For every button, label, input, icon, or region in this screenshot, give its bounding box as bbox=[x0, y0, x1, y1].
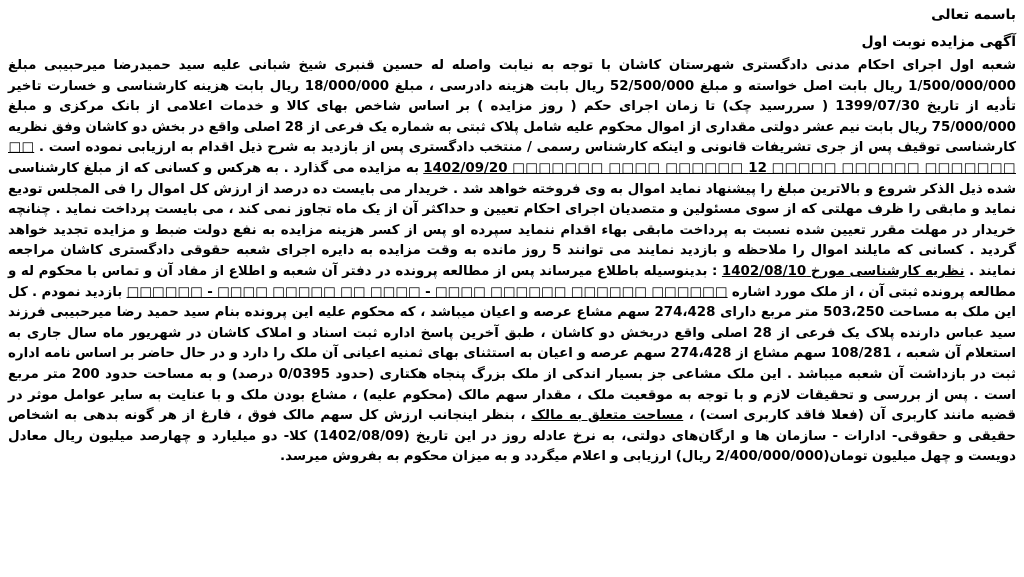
opening-heading: باسمه تعالی bbox=[931, 7, 1016, 23]
owner-area-underlined: مساحت متعلق به مالک bbox=[531, 408, 684, 424]
notice-garbled-date-line: □□ □□□□□□□ □□□□□□ □□□□□ 12 □□□□□□ □□□□ □□□□□□□ 1402/09/20 bbox=[8, 140, 1016, 176]
notice-paragraph-3: : بدینوسیله باطلاع میرساند پس از مطالعه پرونده در دفتر آن شعبه و اطلاع از مفاد آن و تماس با محکوم له و مطالعه پرونده ثبتی آن ، از ملک مورد اشاره bbox=[8, 263, 1016, 300]
notice-body bbox=[8, 56, 1016, 468]
expert-opinion-date: نظریه کارشناسی مورخ 1402/08/10 bbox=[721, 263, 965, 279]
notice-title: آگهی مزایده نوبت اول bbox=[861, 34, 1016, 50]
notice-paragraph-1: شعبه اول اجرای احکام مدنی دادگستری شهرستان کاشان با توجه به نیابت واصله له حسین قنبری شیخ شبانی علیه سید حمیدرضا میرحبیبی مبلغ 1/500/000/000 ریال بابت اصل خواسته و مبلغ 52/500/000 ریال بابت هزینه دادرسی ، مبلغ 18/000/000 ریال بابت هزینه کارشناسی و خسارت تاخیر تأدیه از تاریخ 1399/07/30 ( سررسید چک) تا زمان اجرای حکم ( روز مزایده ) بر اساس شاخص بهای کالا و خدمات اعلامی از بانک مرکزی و مبلغ 75/000/000 ریال بابت نیم عشر دولتی مقداری از اموال محکوم علیه شامل پلاک ثبتی به شماره یک فرعی از 28 اصلی واقع در بخش دو کاشان وفق نظریه کارشناسی توقیف پس از جری تشریفات قانونی و اینکه کارشناس رسمی / منتخب دادگستری پس از بازدید به شرح ذیل اقدام به ارزیابی نموده است . bbox=[8, 58, 1017, 156]
notice-paragraph-5: ، بنظر اینجانب ارزش کل سهم مالک فوق ، فارغ از هر گونه بدهی به اشخاص حقیقی و حقوقی- ادارات - سازمان ها و ارگان‌های دولتی، به نرخ عادله روز در این تاریخ (1402/08/09) کلا- دو میلیارد و چهارصد میلیون ریال معادل دویست و چهل میلیون تومان(2/400/000/000 ریال) ارزیابی و اعلام میگردد و به میزان محکوم به بفروش میرسد. bbox=[8, 408, 1016, 465]
notice-paragraph-4: بازدید نمودم . کل این ملک به مساحت 503،250 متر مربع دارای 274،428 سهم مشاع عرصه و اعیان میباشد ، که محکوم علیه این پرونده بنام سید حمید رضا میرحبیبی فرزند سید عباس دارنده پلاک یک فرعی از 28 اصلی واقع دربخش دو کاشان ، طبق آخرین پاسخ اداره ثبت اسناد و املاک کاشان در شهریور ماه سال جاری به استعلام آن شعبه ، 108/281 سهم مشاع از 274،428 سهم عرصه و اعیان به استثنای بهای ثمنیه اعیانی آن ملک را دارد و در حال حاضر بر اساس نامه اداره ثبت در بازداشت آن شعبه میباشد . این ملک مشاعی جز بسیار اندکی از ملک بزرگ پنجاه هکتاری (حدود 0/0395 درصد) و به مساحت حدود 200 متر مربع است . پس از بررسی و تحقیقات لازم و با توجه به موقعیت ملک ، مقدار سهم مالک (محکوم علیه) ، مشاع بودن ملک و با عنایت به سایر عوامل موثر در قضیه مانند کاربری آن (فعلا فاقد کاربری است) ، bbox=[8, 284, 1017, 424]
notice-paragraph-2: به مزایده می گذارد . به هرکس و کسانی که از مبلغ کارشناسی شده ذیل الذکر شروع و بالاترین مبلغ را پیشنهاد نماید اموال به وی فروخته خواهد شد . خریدار می بایست ده درصد از ارزش کل اموال را فی المجلس تودیع نماید و مابقی را ظرف مهلتی که از سوی مسئولین و متصدیان اجرای احکام تعیین و حداکثر آن از یک ماه تجاوز نمی کند ، می بایست پرداخت نماید . چنانچه خریدار در مهلت مقرر تعیین شده نسبت به پرداخت مابقی بهاء اقدام ننماید سپرده او پس از کسر هزینه مزایده به نفع دولت ضبط و مزایده تجدید خواهد گردید . کسانی که مایلند اموال را ملاحظه و بازدید نمایند می توانند 5 روز مانده به وقت مزایده به دایره اجرای شعبه حقوقی دادگستری کاشان مراجعه نمایند . bbox=[8, 160, 1017, 279]
notice-garbled-address: □□□□□□ □□□□□□ □□□□□□ □□□□ - □□□□ □□ □□□□□ □□□□ - □□□□□□ bbox=[126, 284, 728, 300]
